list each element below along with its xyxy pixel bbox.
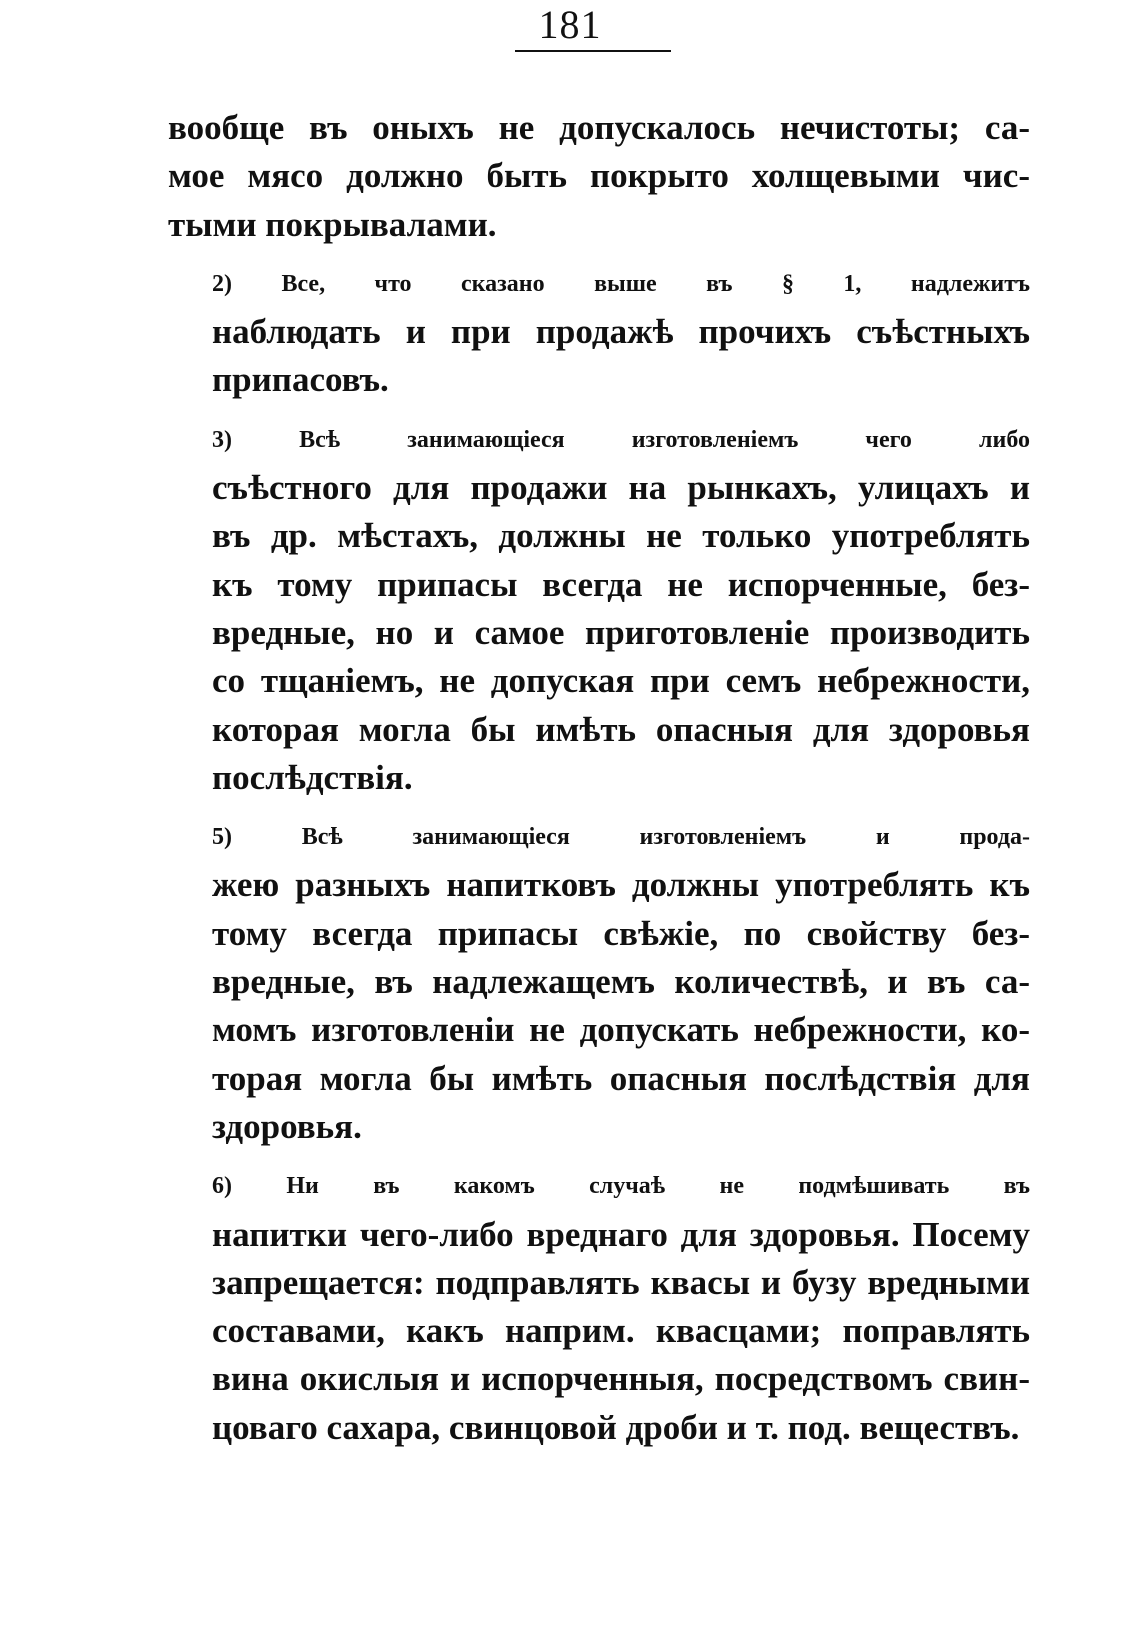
text-line: тыми покрывалами. [168,204,497,244]
text-line: тому всегда припасы свѣжіе, по свойству без- [212,913,1030,953]
text-line: момъ изготовленіи не допускать небрежности, ко- [212,1010,1030,1050]
text-line: 6) Ни въ какомъ случаѣ не подмѣшивать въ [212,1173,1030,1200]
text-line: 5) Всѣ занимающіеся изготовленіемъ и прода- [212,824,1030,851]
header-rule [515,50,671,52]
text-line: напитки чего-либо вреднаго для здоровья. Посему [212,1214,1030,1254]
paragraph-item-6 [168,1162,1030,1452]
text-line: вина окислыя и испорченныя, посредствомъ свин- [212,1359,1030,1399]
text-line: со тщаніемъ, не допуская при семъ небрежности, [212,661,1030,701]
text-line: жею разныхъ напитковъ должны употреблять къ [212,865,1030,905]
paragraph-continuation [168,104,1030,249]
text-line: 2) Все, что сказано выше въ § 1, надлежитъ [212,270,1030,297]
text-line: составами, какъ наприм. квасцами; поправлять [212,1311,1030,1351]
text-line: вообще въ оныхъ не допускалось нечистоты; са- [168,108,1030,147]
text-line: къ тому припасы всегда не испорченные, без- [212,564,1030,604]
paragraph-item-3 [168,416,1030,802]
text-line: съѣстного для продажи на рынкахъ, улицахъ и [212,468,1030,508]
text-line: вредные, но и самое приготовленіе производить [212,612,1030,652]
text-line: здоровья. [212,1106,362,1146]
text-line: припасовъ. [212,360,389,400]
text-line: вредные, въ надлежащемъ количествѣ, и въ са- [212,962,1030,1002]
text-line: въ др. мѣстахъ, должны не только употреблять [212,516,1030,556]
text-line: наблюдать и при продажѣ прочихъ съѣстныхъ [212,312,1030,352]
paragraph-item-5 [168,813,1030,1151]
text-line: мое мясо должно быть покрыто холщевыми чис- [168,156,1030,196]
text-line: 3) Всѣ занимающіеся изготовленіемъ чего либо [212,426,1030,453]
text-line: торая могла бы имѣть опасныя послѣдствія для [212,1058,1030,1098]
text-line: послѣдствія. [212,757,413,797]
text-line: которая могла бы имѣть опасныя для здоровья [212,709,1030,749]
text-line: запрещается: подправлять квасы и бузу вредными [212,1262,1030,1302]
page-number: 181 [538,2,602,47]
text-line: цоваго сахара, свинцовой дроби и т. под. веществъ. [212,1407,1020,1447]
body-text [168,104,1030,1463]
paragraph-item-2 [168,260,1030,405]
